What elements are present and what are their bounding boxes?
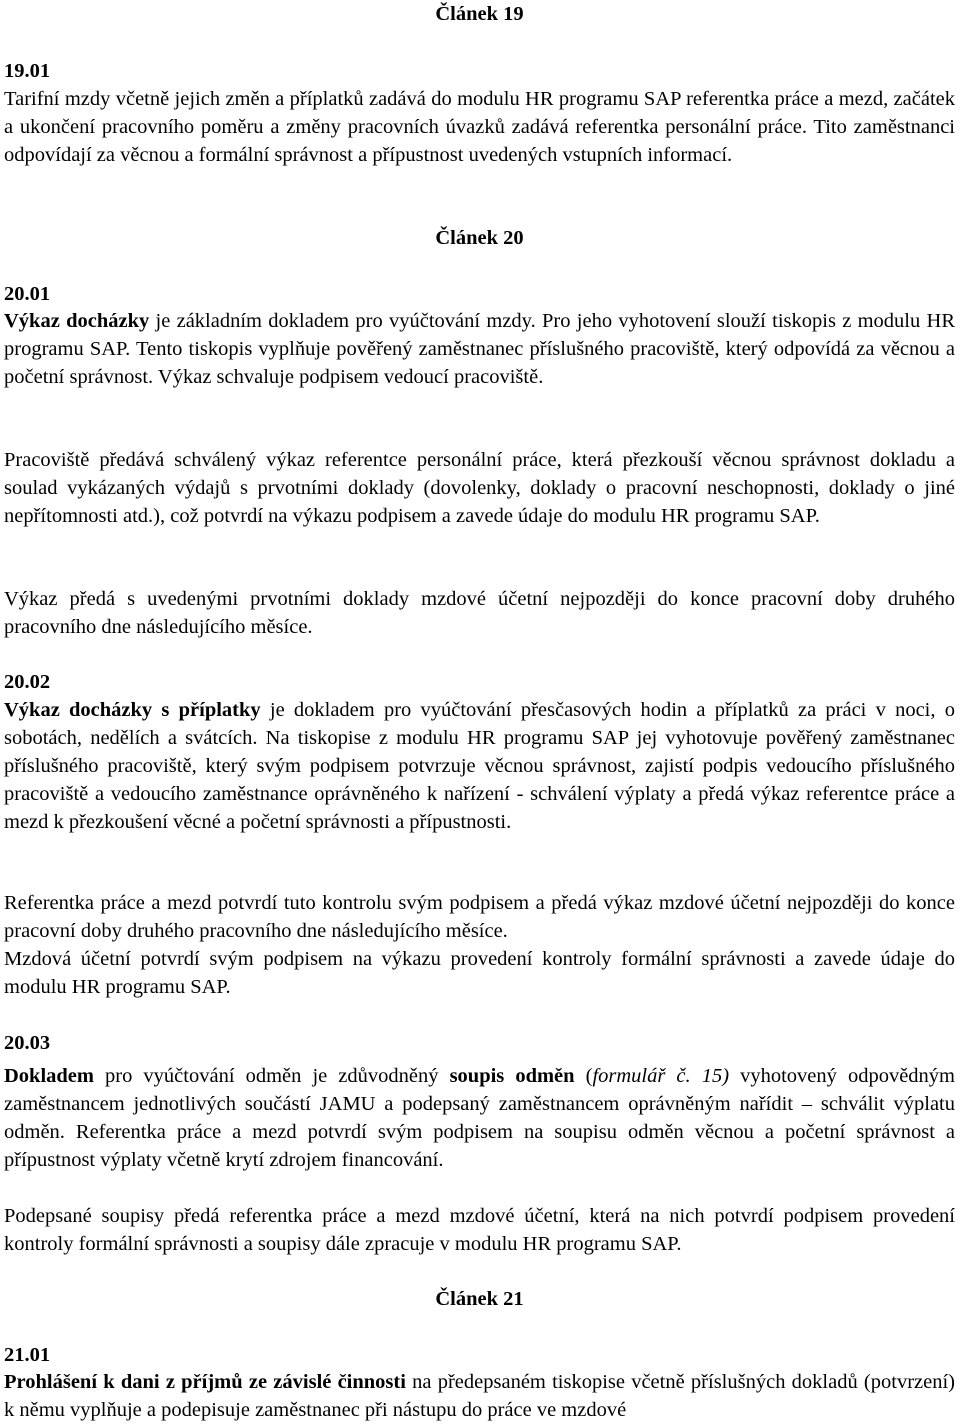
section-20-02-paragraph-1 [4,696,955,836]
section-20-01-paragraph-2: Pracoviště předává schválený výkaz referentce personální práce, která přezkouší věcnou správnost dokladu a soulad vykázaných výdajů s prvotními doklady (dovolenky, doklady o pracovní neschopnosti, doklady o jiné nepřítomnosti atd.), což potvrdí na výkazu podpisem a zavede údaje do modulu HR programu SAP. [4,449,955,527]
article-20-heading: Článek 20 [435,227,524,249]
article-19-heading: Článek 19 [435,3,524,25]
section-20-01-number: 20.01 [4,283,51,305]
section-21-01-number: 21.01 [4,1344,51,1366]
formular-reference: formulář č. 15) [592,1065,730,1087]
article-21-heading: Článek 21 [435,1288,524,1310]
section-20-01-paragraph-1 [4,307,955,391]
section-21-01-paragraph-1 [4,1368,955,1424]
section-20-03-text-a: pro vyúčtování odměn je zdůvodněný [93,1065,450,1087]
section-19-01-number: 19.01 [4,60,51,82]
vykaz-dochazky-s-priplatky-term: Výkaz docházky s příplatky [4,699,261,721]
soupis-odmen-term: soupis odměn [449,1065,575,1087]
section-20-03-paragraph-2: Podepsané soupisy předá referentka práce a mezd mzdové účetní, která na nich potvrdí podpisem provedení kontroly formální správnosti a soupisy dále zpracuje v modulu HR programu SAP. [4,1205,955,1255]
section-21-01-p1-text: na předepsaném tiskopise včetně příslušných dokladů (potvrzení) k němu vyplňuje a podepisuje zaměstnanec při nástupu do práce ve mzdové [4,1371,955,1421]
section-20-01-paragraph-3: Výkaz předá s uvedenými prvotními doklady mzdové účetní nejpozději do konce pracovní doby druhého pracovního dne následujícího měsíce. [4,588,955,638]
section-20-03-number: 20.03 [4,1032,51,1054]
section-20-03-text-c: vyhotovený odpovědným zaměstnancem jednotlivých součástí JAMU a podepsaný zaměstnancem oprávněným nařídit – schválit výplatu odměn. Referentka práce a mezd potvrdí svým podpisem na soupisu odměn věcnou a početní správnost a přípustnost výplaty včetně krytí zdrojem financování. [4,1065,955,1171]
section-20-02-p1-text: je dokladem pro vyúčtování přesčasových hodin a příplatků za práci v noci, o sobotách, nedělích a svátcích. Na tiskopise z modulu HR programu SAP jej vyhotovuje pověřený zaměstnanec příslušného pracoviště, který svým podpisem potvrzuje věcnou správnost, zajistí podpis vedoucího příslušného pracoviště a vedoucího zaměstnance oprávněného k nařízení - schválení výplaty a předá výkaz referentce práce a mezd k přezkoušení věcné a početní správnosti a přípustnosti. [4,699,955,833]
section-20-03-text-b: ( [574,1065,593,1087]
dokladem-term: Dokladem [4,1065,94,1087]
section-20-02-number: 20.02 [4,671,51,693]
section-20-03-paragraph-1 [4,1062,955,1174]
vykaz-dochazky-term: Výkaz docházky [4,310,150,332]
section-20-02-paragraph-3: Mzdová účetní potvrdí svým podpisem na výkazu provedení kontroly formální správnosti a zavede údaje do modulu HR programu SAP. [4,948,955,998]
section-19-01-text: Tarifní mzdy včetně jejich změn a příplatků zadává do modulu HR programu SAP referentka práce a mezd, začátek a ukončení pracovního poměru a změny pracovních úvazků zadává referentka personální práce. Tito zaměstnanci odpovídají za věcnou a formální správnost a přípustnost uvedených vstupních informací. [4,88,955,166]
prohlaseni-k-dani-term: Prohlášení k dani z příjmů ze závislé činnosti [4,1371,406,1393]
section-20-01-p1-text: je základním dokladem pro vyúčtování mzdy. Pro jeho vyhotovení slouží tiskopis z modulu HR programu SAP. Tento tiskopis vyplňuje pověřený zaměstnanec příslušného pracoviště, který odpovídá za věcnou a početní správnost. Výkaz schvaluje podpisem vedoucí pracoviště. [4,310,955,388]
section-20-02-paragraph-2: Referentka práce a mezd potvrdí tuto kontrolu svým podpisem a předá výkaz mzdové účetní nejpozději do konce pracovní doby druhého pracovního dne následujícího měsíce. [4,892,955,942]
